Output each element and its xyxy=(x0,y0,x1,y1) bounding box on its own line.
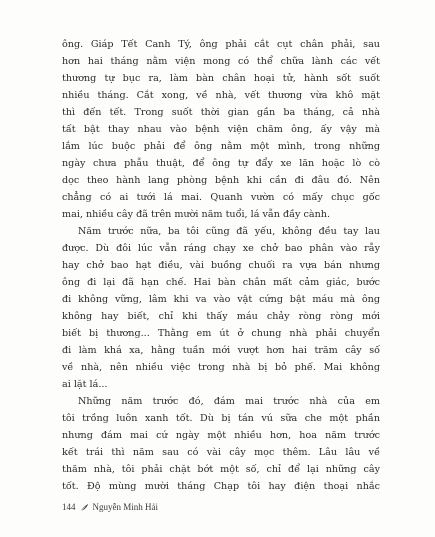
text-line: ông đi lại đã hạn chế. Hai bàn chân mất cảm giác, bước xyxy=(62,277,380,288)
text-line: biết bị thương... Thằng em út ở chung nhà phải chuyển xyxy=(62,328,380,339)
text-line: Năm trước nữa, ba tôi cũng đã yếu, không đều tay lau xyxy=(78,226,380,237)
text-line: đi không vững, lâm khi va vào vật cứng bật máu mà ông xyxy=(62,294,380,305)
text-line: tôi trồng luôn xanh tốt. Dù bị tán vú sữa che một phần xyxy=(62,413,380,424)
paragraph-3 xyxy=(62,393,380,495)
text-line: được. Dù đôi lúc vẫn ráng chạy xe chở bao phân vào rẫy xyxy=(62,243,380,254)
text-line: thì đến tết. Trong suốt thời gian gần ba tháng, cả nhà xyxy=(62,107,380,118)
author-name: Nguyễn Minh Hải xyxy=(92,502,158,512)
text-line: chẳng có ai tưới lá mai. Quanh vườn có mấy chục gốc xyxy=(62,192,380,203)
text-line: đi làm khá xa, hằng tuần mới vượt hơn hai trăm cây số xyxy=(62,345,380,356)
page-footer xyxy=(62,502,158,512)
text-line: lắm lúc buộc phải để ông nằm một mình, trong những xyxy=(62,141,380,152)
text-line: Những năm trước đó, đám mai trước nhà của em xyxy=(78,396,380,407)
text-line: mai, nhiều cây đã trên mười năm tuổi, lá vẫn đầy cành. xyxy=(62,209,331,220)
text-line: ai lặt lá... xyxy=(62,379,108,390)
text-line: thăm nhà, tôi phải chặt bớt một số, chỉ để lại những cây xyxy=(62,464,380,475)
body-text xyxy=(62,36,380,495)
page-number: 144 xyxy=(62,502,76,512)
leaf-ornament-icon xyxy=(80,503,89,512)
paragraph-1 xyxy=(62,36,380,223)
text-line: thương tự bục ra, làm bàn chân hoại tử, hành sốt suốt xyxy=(62,73,380,84)
text-line: tốt. Độ mùng mười tháng Chạp tôi hay điện thoại nhắc xyxy=(62,481,380,492)
text-line: về nhà, nên nhiều việc trong nhà bị bỏ phế. Mai không xyxy=(62,362,380,373)
text-line: tất bật thay nhau vào bệnh viện chăm ông, ấy vậy mà xyxy=(62,124,380,135)
text-line: hơn hai tháng nằm viện mong có thể chữa lành các vết xyxy=(62,56,380,67)
text-line: nhưng đám mai cứ ngày một nhiều hơn, hoa năm trước xyxy=(62,430,380,441)
text-line: ông. Giáp Tết Canh Tý, ông phải cắt cụt chân phải, sau xyxy=(62,39,380,50)
text-line: hay chở bao hạt điều, vài buồng chuối ra vựa bán nhưng xyxy=(62,260,380,271)
paragraph-2 xyxy=(62,223,380,393)
text-line: kết trái thì năm sau có vài cây mọc thêm. Lâu lâu về xyxy=(62,447,380,458)
text-line: dọc theo hành lang phòng bệnh khi cần đi đâu đó. Nên xyxy=(62,175,380,186)
text-line: ngày chưa phẫu thuật, để ông tự đẩy xe lăn hoặc lò cò xyxy=(62,158,380,169)
text-line: nhiều tháng. Cắt xong, về nhà, vết thương vừa khô mặt xyxy=(62,90,380,101)
text-line: không hay biết, chỉ khi thấy máu chảy ròng ròng mới xyxy=(62,311,380,322)
